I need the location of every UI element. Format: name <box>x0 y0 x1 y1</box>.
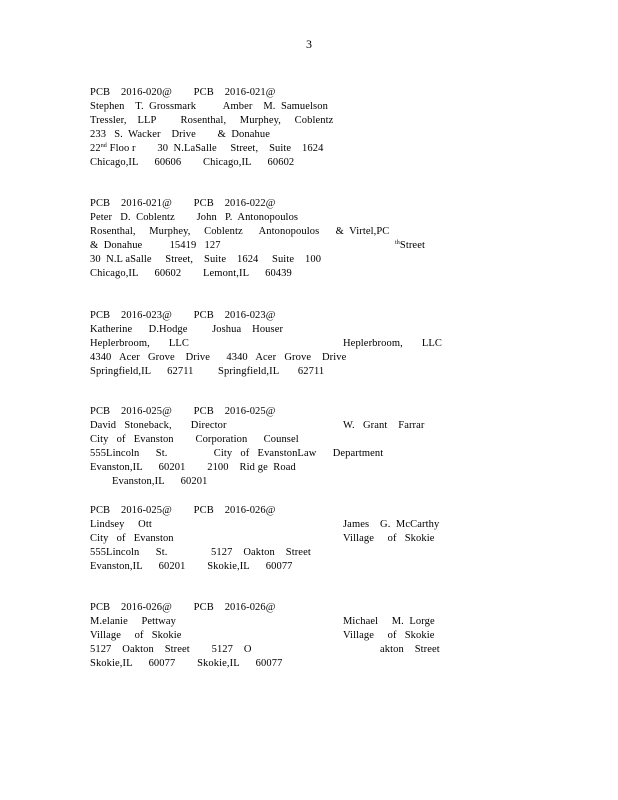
address-line: Skokie,IL 60077 Skokie,IL 60077 <box>90 658 283 669</box>
address-line: Tressler, LLP Rosenthal, Murphey, Coblentz <box>90 115 334 126</box>
address-line: Village of Skokie <box>90 630 182 641</box>
address-line-right <box>395 240 425 253</box>
address-line: Chicago,IL 60606 Chicago,IL 60602 <box>90 157 295 168</box>
address-line: Lindsey Ott <box>90 519 152 530</box>
address-line-right: Village of Skokie <box>343 630 435 641</box>
address-line: M.elanie Pettway <box>90 616 176 627</box>
address-line: Stephen T. Grossmark Amber M. Samuelson <box>90 101 328 112</box>
line-text: Floo r 30 N.LaSalle Street, Suite 1624 <box>106 143 324 154</box>
address-line: Peter D. Coblentz John P. Antonopoulos <box>90 212 299 223</box>
address-line: Rosenthal, Murphey, Coblentz Antonopoulos & Virtel,PC <box>90 226 390 237</box>
address-line: Katherine D.Hodge Joshua Houser <box>90 324 284 335</box>
address-line-right: Village of Skokie <box>343 533 435 544</box>
address-line: PCB 2016-025@ PCB 2016-026@ <box>90 505 276 516</box>
address-line: 5127 Oakton Street 5127 O <box>90 644 252 655</box>
address-line-right: Michael M. Lorge <box>343 616 435 627</box>
address-line: Evanston,IL 60201 2100 Rid ge Road <box>90 462 296 473</box>
address-line: Heplerbroom, LLC <box>90 338 190 349</box>
address-line-right: akton Street <box>380 644 440 655</box>
address-line: PCB 2016-021@ PCB 2016-022@ <box>90 198 276 209</box>
address-line: 233 S. Wacker Drive & Donahue <box>90 129 270 140</box>
address-line: 555Lincoln St. City of EvanstonLaw Department <box>90 448 384 459</box>
address-line: Springfield,IL 62711 Springfield,IL 62711 <box>90 366 325 377</box>
address-line: City of Evanston <box>90 533 174 544</box>
address-line: 4340 Acer Grove Drive 4340 Acer Grove Drive <box>90 352 347 363</box>
address-line-right: Heplerbroom, LLC <box>343 338 443 349</box>
address-line: 555Lincoln St. 5127 Oakton Street <box>90 547 311 558</box>
address-line: David Stoneback, Director <box>90 420 227 431</box>
address-line: 30 N.L aSalle Street, Suite 1624 Suite 100 <box>90 254 322 265</box>
address-line-right: W. Grant Farrar <box>343 420 425 431</box>
superscript: th <box>395 240 400 246</box>
address-line: Evanston,IL 60201 <box>112 476 208 487</box>
address-line: PCB 2016-020@ PCB 2016-021@ <box>90 87 276 98</box>
address-line: PCB 2016-023@ PCB 2016-023@ <box>90 310 276 321</box>
address-line: Evanston,IL 60201 Skokie,IL 60077 <box>90 561 293 572</box>
line-text: Street <box>399 240 425 251</box>
address-line-right: James G. McCarthy <box>343 519 440 530</box>
address-line: PCB 2016-025@ PCB 2016-025@ <box>90 406 276 417</box>
page-number: 3 <box>306 37 312 51</box>
address-line: Chicago,IL 60602 Lemont,IL 60439 <box>90 268 292 279</box>
superscript: nd <box>100 143 107 149</box>
address-line: PCB 2016-026@ PCB 2016-026@ <box>90 602 276 613</box>
address-line <box>90 143 323 156</box>
address-line: City of Evanston Corporation Counsel <box>90 434 299 445</box>
address-line: & Donahue 15419 127 <box>90 240 221 251</box>
line-text: 22 <box>90 143 101 154</box>
